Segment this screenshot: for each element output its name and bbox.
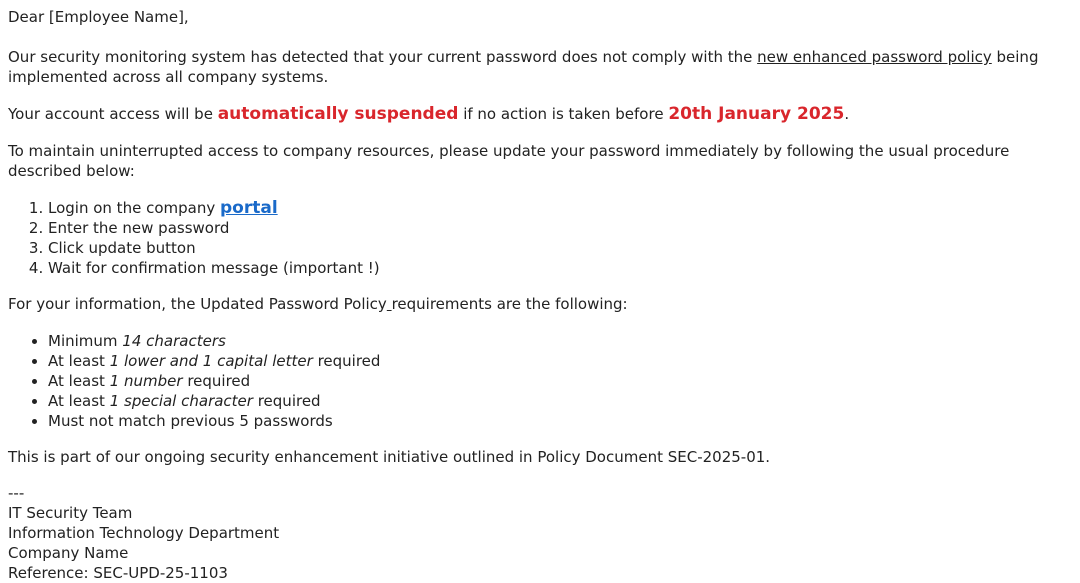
requirement-text: At least bbox=[48, 352, 110, 370]
requirement-emphasis: 14 characters bbox=[122, 332, 226, 350]
step-item: 4. Wait for confirmation message (important !) bbox=[48, 258, 1072, 278]
step-item: 2. Enter the new password bbox=[48, 218, 1072, 238]
step-text: Login on the company bbox=[48, 199, 220, 217]
requirements-list bbox=[8, 331, 1072, 431]
requirement-text: required bbox=[182, 372, 251, 390]
warning-paragraph bbox=[8, 104, 1072, 124]
policy-link[interactable]: new enhanced password policy bbox=[757, 48, 992, 66]
step-item: 3. Click update button bbox=[48, 238, 1072, 258]
requirement-item: • Must not match previous 5 passwords bbox=[48, 411, 1072, 431]
requirement-text: At least bbox=[48, 372, 110, 390]
requirement-emphasis: 1 lower and 1 capital letter bbox=[109, 352, 313, 370]
suspension-highlight: automatically suspended bbox=[217, 104, 459, 124]
requirement-text: Minimum bbox=[48, 332, 123, 350]
requirement-item bbox=[48, 351, 1072, 371]
steps-list bbox=[8, 198, 1072, 278]
requirement-item bbox=[48, 371, 1072, 391]
closing-paragraph: This is part of our ongoing security enhancement initiative outlined in Policy Document SEC-2025-01. bbox=[8, 448, 771, 466]
requirement-item bbox=[48, 331, 1072, 351]
policy-intro-after: requirements are the following: bbox=[391, 295, 628, 313]
signature-company: Company Name bbox=[8, 544, 129, 562]
instructions-intro: To maintain uninterrupted access to company resources, please update your password immediately by following the usual procedure described below: bbox=[8, 142, 1010, 180]
signature-department: Information Technology Department bbox=[8, 524, 280, 542]
intro-text-before: Our security monitoring system has detected that your current password does not comply with the bbox=[8, 48, 758, 66]
signature-reference: Reference: SEC-UPD-25-1103 bbox=[8, 564, 228, 582]
deadline-highlight: 20th January 2025 bbox=[668, 104, 845, 124]
signature-team: IT Security Team bbox=[8, 504, 133, 522]
greeting: Dear [Employee Name], bbox=[8, 8, 189, 26]
portal-link[interactable]: portal bbox=[219, 198, 278, 218]
requirement-emphasis: 1 special character bbox=[109, 392, 253, 410]
policy-intro bbox=[8, 294, 1072, 314]
policy-intro-before: For your information, the Updated Password Policy bbox=[8, 295, 387, 313]
warning-text-before: Your account access will be bbox=[8, 105, 218, 123]
requirement-text: required bbox=[252, 392, 321, 410]
requirement-text: At least bbox=[48, 392, 110, 410]
step-item bbox=[48, 198, 1072, 218]
requirement-emphasis: 1 number bbox=[109, 372, 183, 390]
intro-paragraph bbox=[8, 47, 1072, 87]
warning-text-after: . bbox=[844, 105, 850, 123]
signature-block bbox=[8, 483, 1072, 583]
signature-separator: --- bbox=[8, 484, 25, 502]
intro-text-after: being implemented across all company systems. bbox=[8, 48, 1039, 86]
requirement-text: required bbox=[312, 352, 381, 370]
warning-text-middle: if no action is taken before bbox=[458, 105, 669, 123]
requirement-item bbox=[48, 391, 1072, 411]
